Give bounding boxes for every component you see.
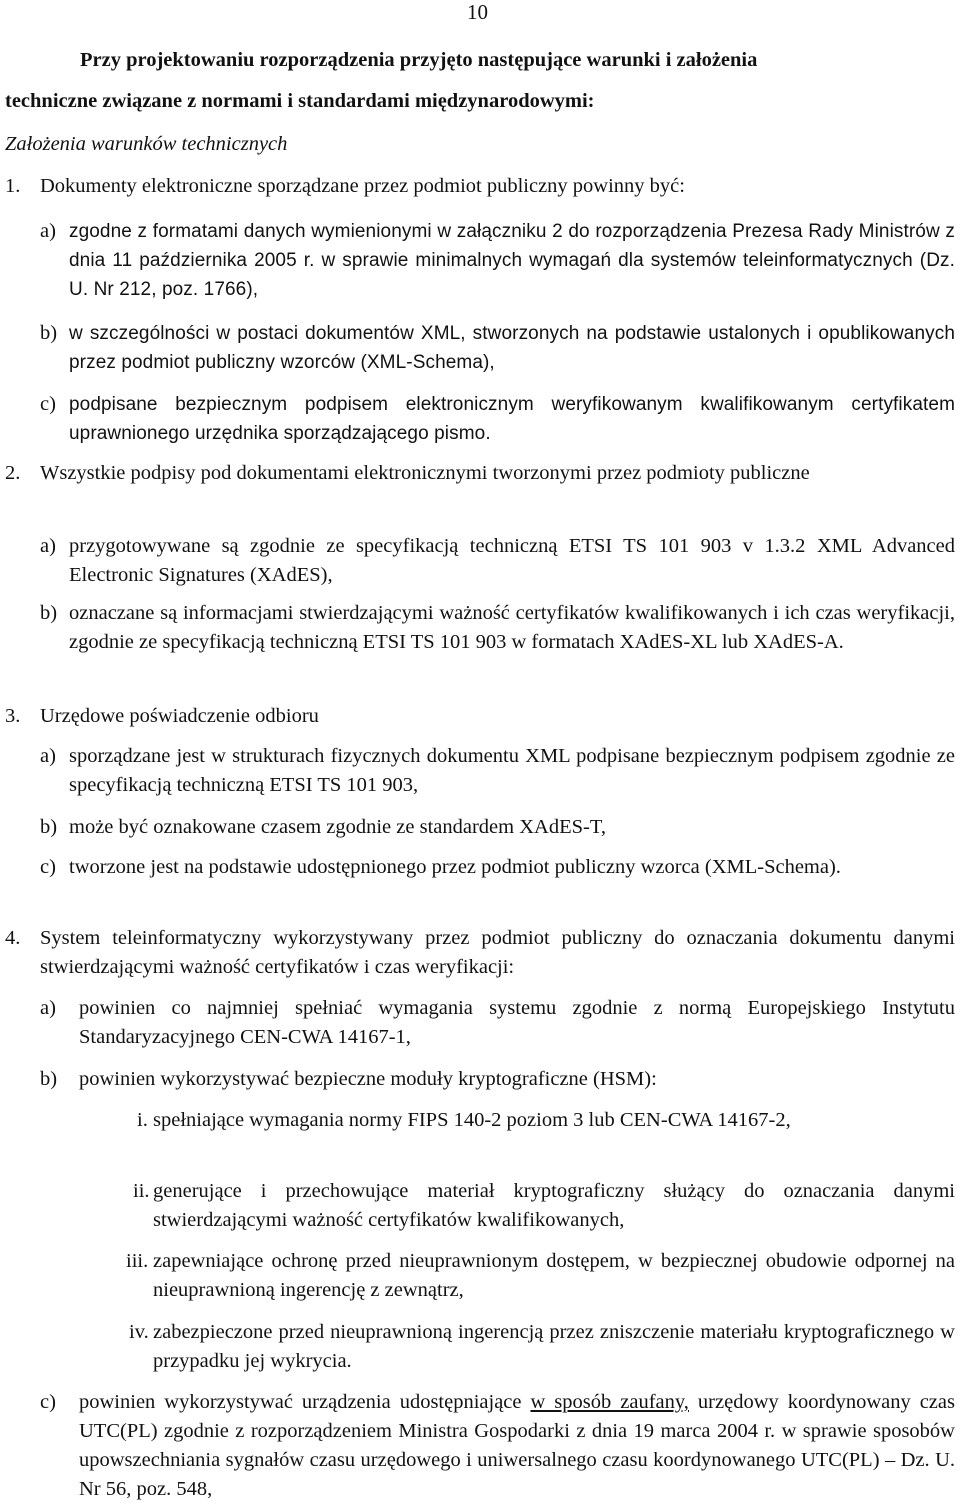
section-4-a-label: a): [40, 997, 56, 1019]
section-2-b-text: oznaczane są informacjami stwierdzającymi ważność certyfikatów kwalifikowanych i ich czas weryfikacji, zgodnie ze specyfikacją techniczną ETSI TS 101 903 w formatach XAdES-XL lub XAdES-A.: [69, 602, 955, 653]
page-number: 10: [467, 0, 488, 24]
section-3-c-label: c): [40, 856, 56, 878]
section-4-text: System teleinformatyczny wykorzystywany przez podmiot publiczny do oznaczania dokumentu danymi stwierdzającymi ważność certyfikatów i czas weryfikacji:: [40, 927, 955, 978]
heading-line-1: Przy projektowaniu rozporządzenia przyjęto następujące warunki i założenia: [80, 49, 758, 71]
section-3-text: Urzędowe poświadczenie odbioru: [40, 705, 319, 727]
section-1-a-text: zgodne z formatami danych wymienionymi w załączniku 2 do rozporządzenia Prezesa Rady Ministrów z dnia 11 października 2005 r. w sprawie minimalnych wymagań dla systemów teleinformatycznych (Dz. U. Nr 212, poz. 1766),: [69, 221, 955, 300]
section-4-c-underlined-phrase: w sposób zaufany,: [530, 1391, 689, 1413]
section-3-b-label: b): [40, 816, 58, 838]
section-4-iii-label: iii.: [126, 1250, 149, 1272]
section-3-number: 3.: [5, 705, 21, 727]
section-4-iii-text: zapewniające ochronę przed nieuprawnionym dostępem, w bezpiecznej obudowie odpornej na nieuprawnioną ingerencję z zewnątrz,: [153, 1250, 955, 1301]
section-1-c-label: c): [40, 393, 56, 415]
section-1-number: 1.: [5, 175, 21, 197]
section-3-a-label: a): [40, 745, 56, 767]
section-4-i-text: spełniające wymagania normy FIPS 140-2 poziom 3 lub CEN-CWA 14167-2,: [153, 1109, 791, 1131]
heading-line-2: techniczne związane z normami i standardami międzynarodowymi:: [5, 90, 595, 112]
section-4-c-text: [79, 1388, 955, 1504]
section-4-i-label: i.: [137, 1109, 148, 1131]
section-3-c-text: tworzone jest na podstawie udostępnionego przez podmiot publiczny wzorca (XML-Schema).: [69, 856, 841, 878]
section-2-a-text: przygotowywane są zgodnie ze specyfikacją techniczną ETSI TS 101 903 v 1.3.2 XML Advanced Electronic Signatures (XAdES),: [69, 535, 955, 586]
section-4-iv-text: zabezpieczone przed nieuprawnioną ingerencją przez zniszczenie materiału kryptograficznego w przypadku jej wykrycia.: [153, 1321, 955, 1372]
section-4-ii-text: generujące i przechowujące materiał kryptograficzny służący do oznaczania danymi stwierdzającymi ważność certyfikatów kwalifikowanych,: [153, 1180, 955, 1231]
section-2-a-label: a): [40, 535, 56, 557]
section-1-a-label: a): [40, 220, 56, 242]
section-1-c-text: podpisane bezpiecznym podpisem elektronicznym weryfikowanym kwalifikowanym certyfikatem uprawnionego urzędnika sporządzającego pismo.: [69, 394, 955, 444]
section-3-a-text: sporządzane jest w strukturach fizycznych dokumentu XML podpisane bezpiecznym podpisem zgodnie ze specyfikacją techniczną ETSI TS 101 903,: [69, 745, 955, 796]
section-3-b-text: może być oznakowane czasem zgodnie ze standardem XAdES-T,: [69, 816, 606, 838]
section-4-c-text-before: powinien wykorzystywać urządzenia udostępniające: [79, 1391, 531, 1413]
subheading: Założenia warunków technicznych: [5, 133, 288, 155]
section-4-c-label: c): [40, 1391, 56, 1413]
section-1-b-label: b): [40, 322, 58, 344]
section-1-b-text: w szczególności w postaci dokumentów XML, stworzonych na podstawie ustalonych i opublikowanych przez podmiot publiczny wzorców (XML-Schema),: [69, 323, 955, 373]
section-2-b-label: b): [40, 602, 58, 624]
section-4-b-text: powinien wykorzystywać bezpieczne moduły kryptograficzne (HSM):: [79, 1068, 657, 1090]
section-4-ii-label: ii.: [133, 1180, 150, 1202]
section-4-iv-label: iv.: [129, 1321, 149, 1343]
section-1-text: Dokumenty elektroniczne sporządzane przez podmiot publiczny powinny być:: [40, 175, 685, 197]
section-4-a-text: powinien co najmniej spełniać wymagania systemu zgodnie z normą Europejskiego Instytutu Standaryzacyjnego CEN-CWA 14167-1,: [79, 997, 955, 1048]
section-4-c-text-after: urzędowy koordynowany czas UTC(PL) zgodnie z rozporządzeniem Ministra Gospodarki z dnia 19 marca 2004 r. w sprawie sposobów upowszechniania sygnałów czasu urzędowego i uniwersalnego czasu koordynowanego UTC(PL) – Dz. U. Nr 56, poz. 548,: [79, 1391, 955, 1500]
section-2-number: 2.: [5, 462, 21, 484]
section-4-number: 4.: [5, 927, 21, 949]
section-2-text: Wszystkie podpisy pod dokumentami elektronicznymi tworzonymi przez podmioty publiczne: [40, 462, 810, 484]
section-4-b-label: b): [40, 1068, 58, 1090]
